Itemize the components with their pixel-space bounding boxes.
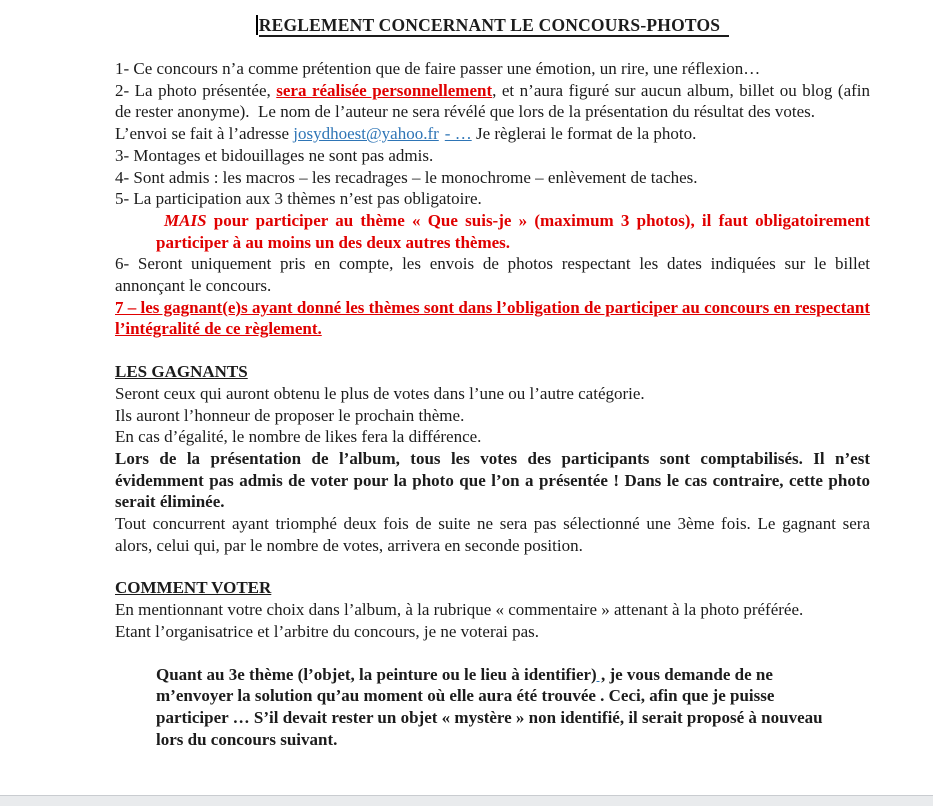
rule-4: 4- Sont admis : les macros – les recadrages – le monochrome – enlèvement de taches. (115, 167, 698, 187)
rule-6: 6- Seront uniquement pris en compte, les envois de photos respectant les dates indiquées sur le billet annonçant le concours. (115, 254, 870, 296)
rule-7: 7 – les gagnant(e)s ayant donné les thèmes sont dans l’obligation de participer au concours en respectant l’intégralité de ce règlement. (115, 297, 870, 339)
winners-tiebreak-paragraph: Tout concurrent ayant triomphé deux fois de suite ne sera pas sélectionné une 3ème fois. Le gagnant sera alors, celui qui, par le nombre de votes, arrivera en seconde position. (115, 514, 870, 555)
theme3-note-paragraph (156, 664, 844, 751)
theme3-note-post: je vous demande de ne m’envoyer la solution qu’au moment où elle aura été trouvée . Ceci, afin que je puisse participer … S’il devait rester un objet « mystère » non identifié, il serait proposé à nouveau lors du concours suivant. (156, 664, 823, 749)
email-line-pre: L’envoi se fait à l’adresse (115, 124, 294, 144)
rule-2-text-post: , et n’aura figuré sur aucun album, billet ou blog (afin de rester anonyme). Le nom de l’auteur ne sera révélé que lors de la présentation du résultat des votes. (115, 80, 871, 122)
rule-1: 1- Ce concours n’a comme prétention que de faire passer une émotion, un rire, une réflexion… (115, 59, 761, 78)
voting-paragraph-1: En mentionnant votre choix dans l’album, à la rubrique « commentaire » attenant à la photo préférée. (115, 600, 804, 620)
rule-2-text-pre: 2- La photo présentée, (115, 80, 277, 100)
theme3-note-mark: ) , (591, 664, 606, 684)
section-gap (115, 643, 870, 664)
mais-lead: MAIS (164, 210, 207, 230)
section-gap (115, 556, 870, 577)
window-bottom-edge (0, 795, 933, 806)
email-link[interactable]: josydhoest@yahoo.fr (293, 124, 439, 144)
document-title: REGLEMENT CONCERNANT LE CONCOURS-PHOTOS (259, 15, 729, 37)
document-title-row (115, 13, 870, 38)
winners-heading: LES GAGNANTS (115, 362, 248, 382)
winners-line-2: Ils auront l’honneur de proposer le prochain thème. (115, 405, 465, 425)
rule-2-highlight: sera réalisée personnellement (276, 80, 493, 100)
voting-heading: COMMENT VOTER (115, 578, 272, 598)
winners-line-1: Seront ceux qui auront obtenu le plus de votes dans l’une ou l’autre catégorie. (115, 383, 645, 403)
winners-bold-paragraph: Lors de la présentation de l’album, tous les votes des participants sont comptabilisés. Il n’est évidemment pas admis de voter pour la photo que l’on a présentée ! Dans le cas contraire, cette photo serait éliminée. (115, 448, 870, 512)
text-cursor (256, 15, 258, 35)
rule-2 (115, 80, 870, 123)
email-line-post: Je règlerai le format de la photo. (471, 124, 697, 144)
winners-line-3: En cas d’égalité, le nombre de likes fera la différence. (115, 427, 482, 447)
section-gap (115, 340, 870, 361)
mais-body: pour participer au thème « Que suis-je » (maximum 3 photos), il faut obligatoirement participer à au moins un des deux autres thèmes. (156, 210, 870, 252)
rule-5-exception (156, 210, 870, 253)
rule-5: 5- La participation aux 3 thèmes n’est pas obligatoire. (115, 189, 482, 209)
rule-email-line (115, 123, 870, 145)
theme3-note-pre: Quant au 3e thème (l’objet, la peinture ou le lieu à identifier (156, 664, 592, 684)
rule-3: 3- Montages et bidouillages ne sont pas admis. (115, 145, 434, 165)
email-link-dash[interactable]: - … (444, 124, 472, 144)
voting-paragraph-2: Etant l’organisatrice et l’arbitre du concours, je ne voterai pas. (115, 621, 540, 641)
